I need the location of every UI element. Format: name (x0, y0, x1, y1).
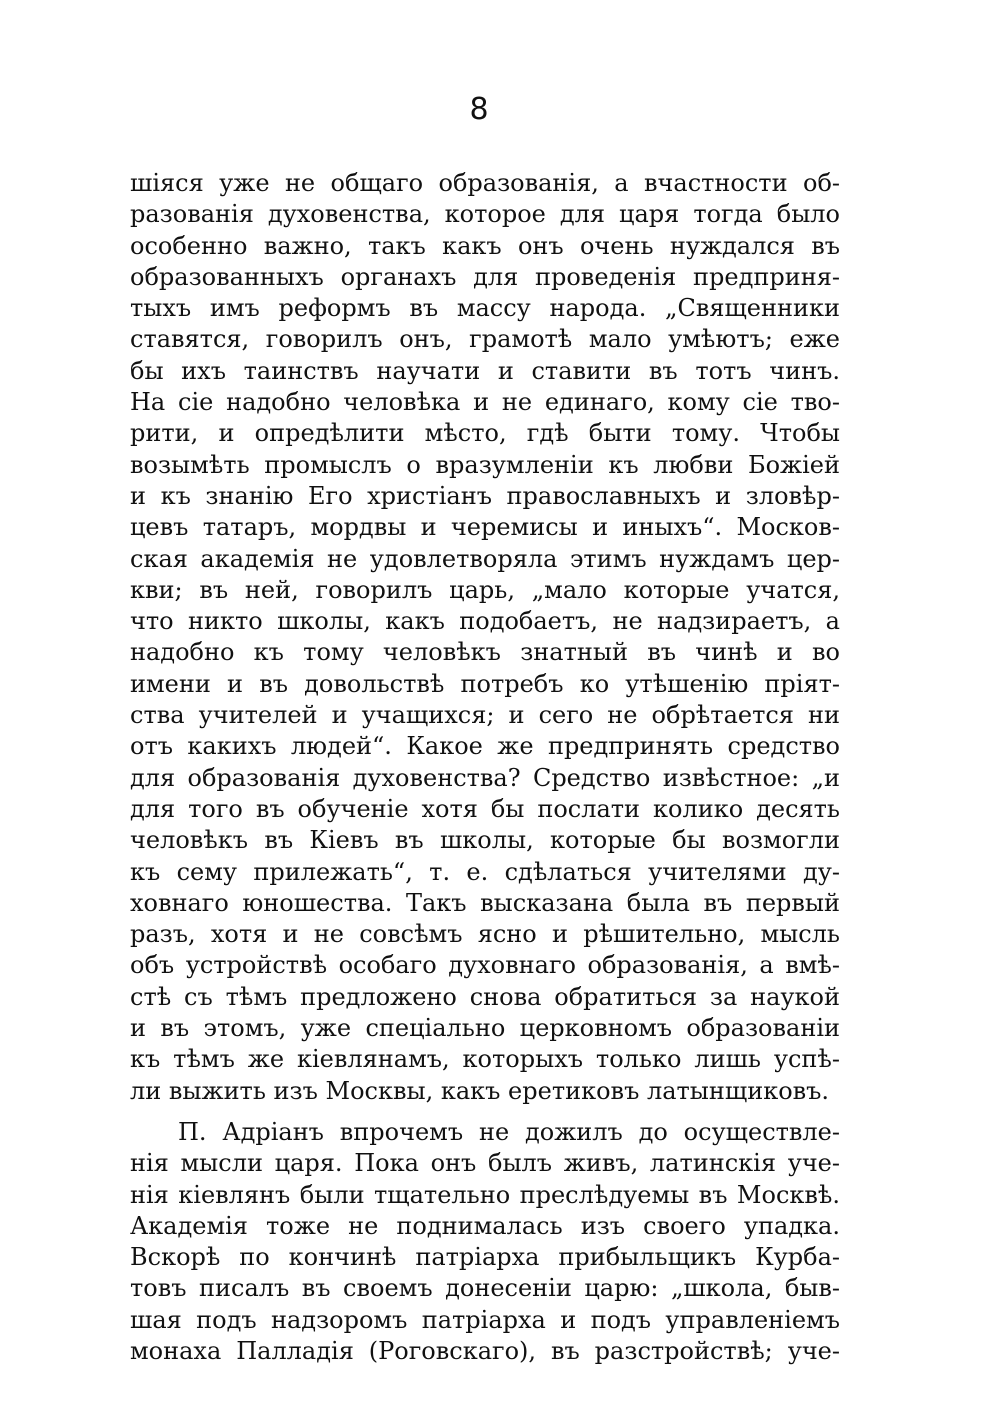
text-line: рити, и опредѣлити мѣсто, гдѣ быти тому. Чтобы (130, 419, 840, 448)
text-line: стѣ съ тѣмъ предложено снова обратиться за наукой (130, 982, 840, 1011)
text-line: Вскорѣ по кончинѣ патрiарха прибыльщикъ Курба- (130, 1243, 840, 1272)
text-line: отъ какихъ людей“. Какое же предпринять средство (130, 732, 840, 761)
text-line: шiяся уже не общаго образованiя, а вчастности об- (130, 169, 840, 197)
text-line: ховнаго юношества. Такъ высказана была въ первый (130, 888, 840, 917)
text-line: На сiе надобно человѣка и не единаго, кому сiе тво- (130, 388, 840, 417)
page-number: 8 (469, 92, 489, 127)
paragraph-1 (130, 168, 840, 1107)
text-line: монаха Палладiя (Роговскаго), въ разстройствѣ; уче- (130, 1336, 840, 1365)
text-line: и въ этомъ, уже спецiально церковномъ образованiи (130, 1014, 840, 1043)
text-line: нiя кiевлянъ были тщательно преслѣдуемы въ Москвѣ. (130, 1180, 840, 1209)
text-line: что никто школы, какъ подобаетъ, не надзираетъ, а (130, 607, 840, 636)
text-line: Академiя тоже не поднималась изъ своего упадка. (130, 1211, 840, 1240)
text-line: цевъ татаръ, мордвы и черемисы и иныхъ“. Москов- (130, 513, 840, 542)
text-line: человѣкъ въ Кiевъ въ школы, которые бы возмогли (130, 826, 840, 855)
text-line: ли выжить изъ Москвы, какъ еретиковъ латынщиковъ. (130, 1076, 830, 1105)
text-line: ставятся, говорилъ онъ, грамотѣ мало умѣютъ; еже (130, 325, 840, 354)
text-line: шая подъ надзоромъ патрiарха и подъ управленiемъ (130, 1305, 840, 1334)
text-line: нiя мысли царя. Пока онъ былъ живъ, латинскiя уче- (130, 1149, 840, 1178)
text-line: тыхъ имъ реформъ въ массу народа. „Священники (130, 294, 840, 323)
text-line: кви; въ ней, говорилъ царь, „мало которые учатся, (130, 575, 840, 604)
text-line: къ тѣмъ же кiевлянамъ, которыхъ только лишь успѣ- (130, 1045, 840, 1074)
text-line: П. Адрiанъ впрочемъ не дожилъ до осуществле- (178, 1117, 840, 1146)
text-line: имени и въ довольствѣ потребъ ко утѣшенiю прiят- (130, 669, 840, 698)
text-line: возымѣть промыслъ о вразумленiи къ любви Божiей (130, 450, 840, 479)
text-line: къ сему прилежать“, т. е. сдѣлаться учителями ду- (130, 857, 840, 886)
text-line: особенно важно, такъ какъ онъ очень нуждался въ (130, 231, 840, 260)
text-line: товъ писалъ въ своемъ донесенiи царю: „школа, быв- (130, 1274, 840, 1303)
text-line: надобно къ тому человѣкъ знатный въ чинѣ и во (130, 638, 840, 667)
paragraph-2 (130, 1117, 840, 1367)
text-line: разъ, хотя и не совсѣмъ ясно и рѣшительно, мысль (130, 920, 840, 949)
text-line: образованныхъ органахъ для проведенiя предприня- (130, 262, 840, 291)
body-text (130, 168, 840, 1367)
text-line: объ устройствѣ особаго духовнаго образованiя, а вмѣ- (130, 951, 840, 980)
text-line: разованiя духовенства, которое для царя тогда было (130, 200, 840, 229)
text-line: ства учителей и учащихся; и сего не обрѣтается ни (130, 701, 840, 730)
text-line: и къ знанiю Его христiанъ православныхъ и зловѣр- (130, 481, 840, 510)
paragraph-gap (130, 1107, 840, 1117)
text-line: ская академiя не удовлетворяла этимъ нуждамъ цер- (130, 544, 840, 573)
text-line: для того въ обученiе хотя бы послати колико десять (130, 794, 840, 823)
text-line: для образованiя духовенства? Средство извѣстное: „и (130, 763, 840, 792)
text-line: бы ихъ таинствъ научати и ставити въ тотъ чинъ. (130, 356, 840, 385)
